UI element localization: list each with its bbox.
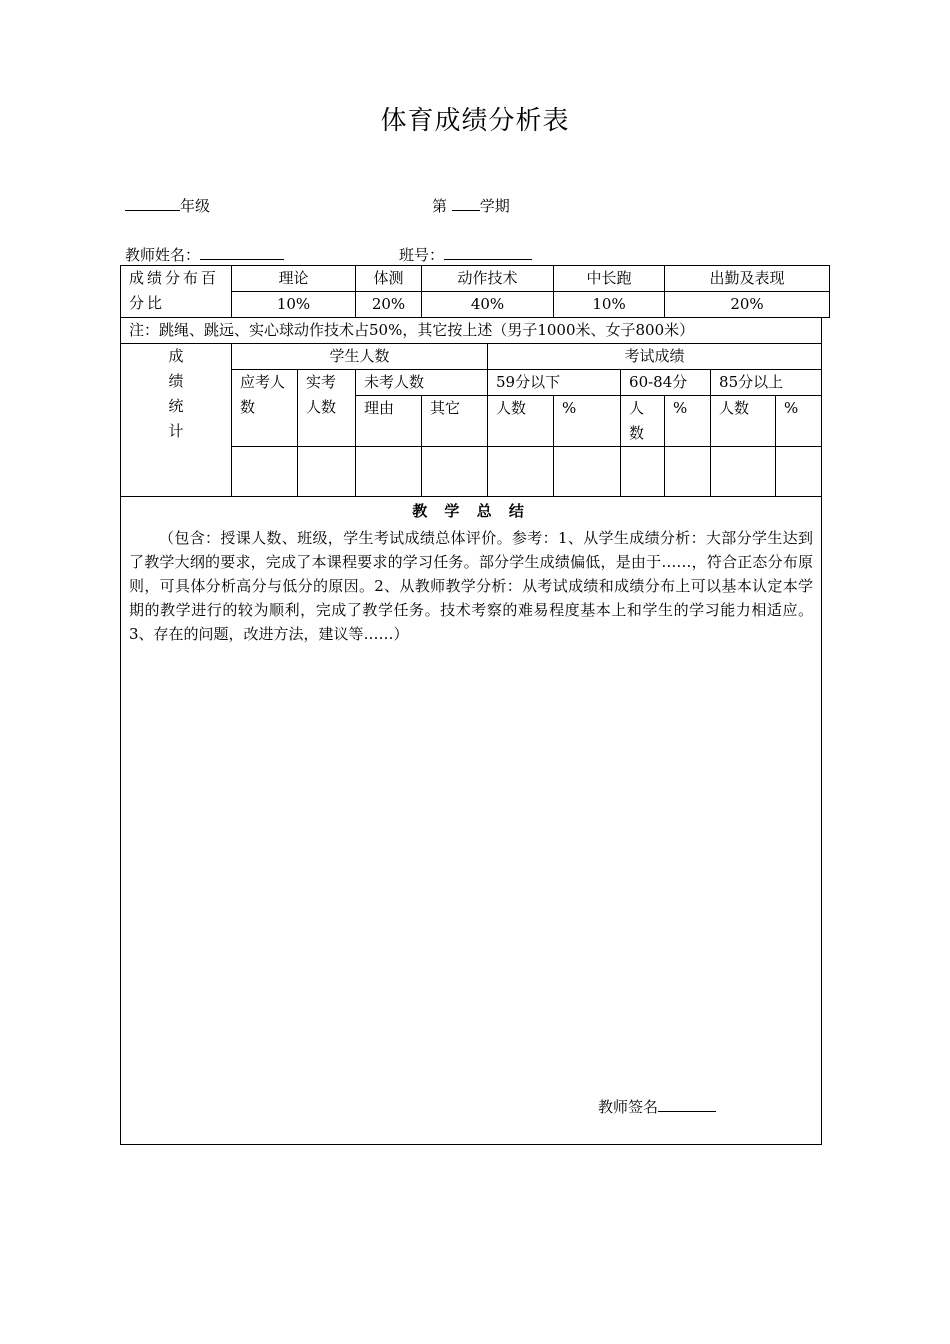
class-line [399,244,532,265]
term-prefix: 第 [432,197,448,215]
dist-name-technique: 动作技术 [422,266,554,292]
note-row [121,318,830,344]
dist-name-running: 中长跑 [554,266,665,292]
dist-name-attendance: 出勤及表现 [665,266,830,292]
analysis-table [120,265,830,1145]
below59-label: 59分以下 [488,370,621,396]
term-blank[interactable] [452,196,480,211]
teacher-name-blank[interactable] [200,245,284,260]
summary-cell[interactable] [121,497,822,1145]
teacher-line [125,244,284,265]
actual-attend-label: 实考人数 [298,370,356,447]
mid-label: 60-84分 [621,370,711,396]
grade-label: 年级 [180,197,211,215]
should-attend-label: 应考人数 [232,370,298,447]
reason-label: 理由 [356,396,422,447]
actual-attend-input[interactable] [298,447,356,497]
above85-pct-label: % [776,396,822,447]
mid-pct-input[interactable] [665,447,711,497]
other-input[interactable] [422,447,488,497]
dist-name-fitness: 体测 [356,266,422,292]
signature-label: 教师签名 [598,1098,659,1116]
absent-label: 未考人数 [356,370,488,396]
exam-header: 考试成绩 [488,344,822,370]
mid-count-input[interactable] [621,447,665,497]
students-header: 学生人数 [232,344,488,370]
stats-header-row [121,344,830,370]
above85-count-label: 人数 [711,396,776,447]
mid-pct-label: % [665,396,711,447]
mid-count-label: 人数 [621,396,665,447]
grade-line [125,195,210,216]
dist-pct-theory: 10% [232,292,356,318]
dist-name-theory: 理论 [232,266,356,292]
other-label: 其它 [422,396,488,447]
dist-pct-running: 10% [554,292,665,318]
summary-body: （包含：授课人数、班级，学生考试成绩总体评价。参考：1、从学生成绩分析：大部分学生达到了教学大纲的要求，完成了本课程要求的学习任务。部分学生成绩偏低，是由于……，符合正态分布原则，可具体分析高分与低分的原因。2、从教师教学分析：从考试成绩和成绩分布上可以基本认定本学期的教学进行的较为顺利，完成了教学任务。技术考察的难易程度基本上和学生的学习能力相适应。3、存在的问题，改进方法，建议等……） [129,529,814,643]
reason-input[interactable] [356,447,422,497]
summary-title: 教 学 总 结 [412,502,530,520]
note-text: 注：跳绳、跳远、实心球动作技术占50%，其它按上述（男子1000米、女子800米） [121,318,822,344]
below59-pct-input[interactable] [554,447,621,497]
stats-row-label: 成 绩 统 计 [121,344,232,497]
below59-count-input[interactable] [488,447,554,497]
above85-pct-input[interactable] [776,447,822,497]
below59-count-label: 人数 [488,396,554,447]
class-number-blank[interactable] [444,245,532,260]
teacher-label: 教师姓名： [125,246,201,264]
below59-pct-label: % [554,396,621,447]
term-line [432,195,510,216]
signature-line [598,1095,716,1120]
should-attend-input[interactable] [232,447,298,497]
term-suffix: 学期 [479,197,510,215]
dist-pct-attendance: 20% [665,292,830,318]
summary-row [121,497,830,1145]
grade-blank[interactable] [125,196,180,211]
page-title: 体育成绩分析表 [380,106,570,136]
above85-label: 85分以上 [711,370,822,396]
signature-blank[interactable] [658,1097,716,1112]
dist-row-label: 成绩分布百分比 [121,266,232,318]
dist-pct-fitness: 20% [356,292,422,318]
dist-pct-technique: 40% [422,292,554,318]
above85-count-input[interactable] [711,447,776,497]
dist-header-row [121,266,830,292]
class-label: 班号： [399,246,445,264]
